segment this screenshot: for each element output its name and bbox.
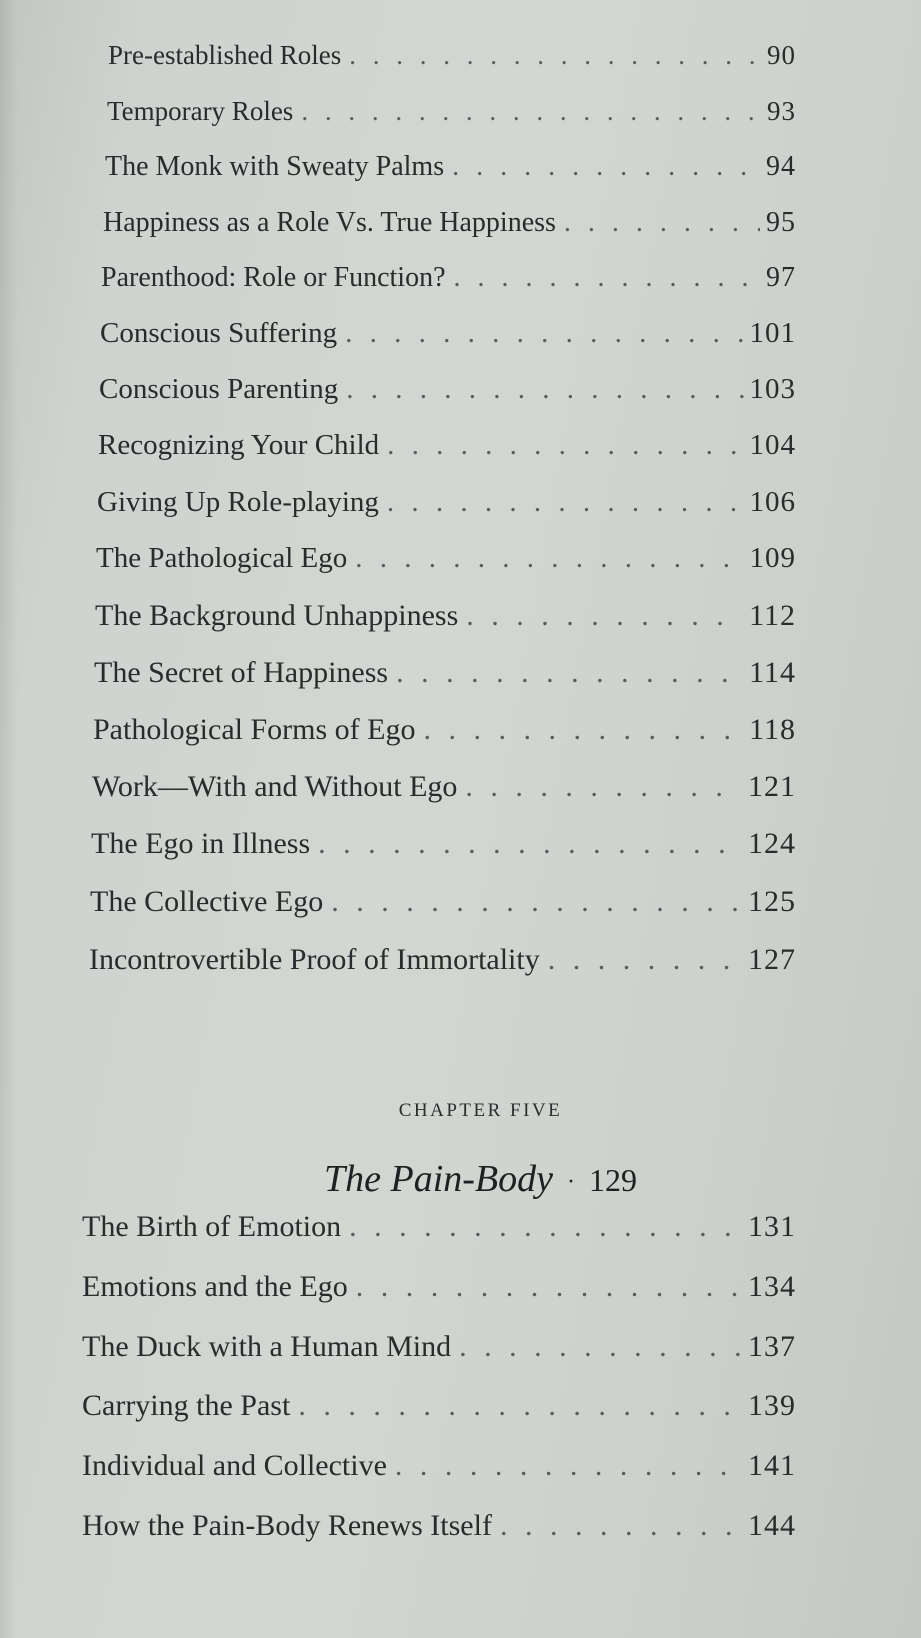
toc-entry-page: 90 bbox=[767, 40, 796, 70]
toc-entry bbox=[100, 317, 796, 350]
toc-entry-page: 95 bbox=[766, 207, 796, 238]
dot-leader bbox=[466, 599, 743, 633]
toc-entry bbox=[96, 542, 796, 575]
toc-entry-page: 127 bbox=[748, 943, 796, 976]
toc-entry-page: 94 bbox=[766, 151, 796, 182]
toc-entry-page: 141 bbox=[748, 1449, 796, 1482]
toc-entry bbox=[108, 40, 796, 71]
chapter-start-page: 129 bbox=[589, 1162, 637, 1198]
toc-entry bbox=[91, 827, 796, 861]
dot-leader bbox=[452, 151, 760, 183]
dot-leader bbox=[356, 1270, 742, 1304]
toc-entry-page: 112 bbox=[749, 599, 796, 632]
dot-leader bbox=[331, 885, 742, 919]
toc-entry bbox=[82, 1270, 796, 1304]
toc-entry-page: 97 bbox=[766, 262, 796, 293]
dot-leader bbox=[500, 1509, 742, 1543]
dot-leader bbox=[318, 827, 742, 861]
toc-entry bbox=[89, 943, 796, 977]
dot-leader bbox=[298, 1389, 742, 1423]
toc-entry-page: 121 bbox=[748, 770, 796, 803]
toc-entry-title: Incontrovertible Proof of Immortality bbox=[89, 943, 540, 976]
toc-entry-title: How the Pain-Body Renews Itself bbox=[82, 1509, 492, 1542]
toc-entry-title: Temporary Roles bbox=[107, 96, 294, 126]
toc-entry-title: Individual and Collective bbox=[82, 1449, 387, 1482]
toc-entry-title: The Background Unhappiness bbox=[95, 599, 459, 632]
dot-leader bbox=[548, 943, 742, 977]
dot-leader bbox=[454, 262, 760, 294]
toc-entry-title: The Monk with Sweaty Palms bbox=[105, 151, 445, 182]
toc-entry-page: 114 bbox=[749, 656, 796, 689]
toc-entry bbox=[97, 486, 796, 519]
dot-leader bbox=[387, 486, 744, 519]
dot-leader bbox=[349, 1210, 742, 1244]
toc-entry-title: Conscious Suffering bbox=[100, 317, 338, 349]
dot-leader bbox=[355, 542, 743, 575]
toc-entry bbox=[93, 713, 796, 747]
toc-entry-page: 144 bbox=[748, 1509, 796, 1542]
toc-entry-title: Giving Up Role-playing bbox=[97, 486, 379, 518]
toc-entry-page: 137 bbox=[748, 1330, 796, 1363]
toc-entry bbox=[107, 96, 796, 127]
toc-entry bbox=[94, 656, 796, 690]
toc-entry bbox=[101, 262, 796, 294]
toc-entry-title: Work—With and Without Ego bbox=[92, 770, 458, 803]
dot-leader bbox=[387, 429, 743, 462]
toc-entry bbox=[99, 373, 796, 406]
toc-entry-title: The Duck with a Human Mind bbox=[82, 1330, 452, 1363]
toc-entry-title: Pre-established Roles bbox=[108, 40, 342, 70]
toc-entry-page: 131 bbox=[748, 1210, 796, 1243]
toc-entry-page: 101 bbox=[749, 317, 796, 349]
toc-entry bbox=[82, 1449, 796, 1483]
toc-entry-title: Emotions and the Ego bbox=[82, 1270, 348, 1303]
page-gutter-shadow bbox=[0, 0, 18, 1638]
dot-leader bbox=[459, 1330, 742, 1364]
toc-entry bbox=[82, 1330, 796, 1364]
toc-entry-page: 134 bbox=[748, 1270, 796, 1303]
toc-entry-title: Parenthood: Role or Function? bbox=[101, 262, 446, 293]
dot-leader bbox=[301, 96, 761, 127]
toc-entry-page: 118 bbox=[749, 713, 796, 746]
toc-entry bbox=[95, 599, 796, 633]
toc-entry-page: 104 bbox=[749, 429, 796, 461]
dot-leader bbox=[346, 373, 743, 406]
chapter-title-text: The Pain-Body bbox=[323, 1158, 553, 1200]
toc-entry-title: The Collective Ego bbox=[90, 885, 324, 918]
toc-entry-page: 103 bbox=[749, 373, 796, 405]
toc-entry bbox=[92, 770, 796, 804]
toc-entry-title: The Birth of Emotion bbox=[82, 1210, 342, 1243]
toc-entry bbox=[90, 885, 796, 919]
toc-entry-title: Pathological Forms of Ego bbox=[93, 713, 416, 746]
toc-entry bbox=[82, 1210, 796, 1244]
toc-entry-page: 139 bbox=[748, 1389, 796, 1422]
toc-entry-page: 93 bbox=[767, 96, 796, 126]
dot-leader bbox=[564, 207, 760, 239]
toc-entry-title: The Pathological Ego bbox=[96, 542, 348, 574]
toc-entry-title: The Ego in Illness bbox=[91, 827, 311, 860]
toc-entry bbox=[98, 429, 796, 462]
toc-entry-page: 109 bbox=[749, 542, 796, 574]
dot-leader bbox=[465, 770, 742, 804]
toc-entry-page: 124 bbox=[748, 827, 796, 860]
toc-entry-title: The Secret of Happiness bbox=[94, 656, 389, 689]
toc-entry-page: 106 bbox=[749, 486, 796, 518]
toc-entry bbox=[105, 151, 796, 183]
toc-entry-title: Carrying the Past bbox=[82, 1389, 291, 1422]
chapter-label: CHAPTER FIVE bbox=[398, 1100, 563, 1121]
chapter-title bbox=[0, 1157, 921, 1201]
toc-entry-page: 125 bbox=[748, 885, 796, 918]
toc-entry bbox=[82, 1509, 796, 1543]
chapter-title-separator: · bbox=[567, 1168, 575, 1195]
dot-leader bbox=[345, 317, 743, 350]
toc-entry-title: Recognizing Your Child bbox=[98, 429, 380, 461]
toc-entry bbox=[103, 207, 796, 239]
toc-entry-title: Conscious Parenting bbox=[99, 373, 339, 405]
toc-entry-title: Happiness as a Role Vs. True Happiness bbox=[103, 207, 556, 238]
toc-entry bbox=[82, 1389, 796, 1423]
dot-leader bbox=[395, 1449, 742, 1483]
dot-leader bbox=[396, 656, 743, 690]
dot-leader bbox=[423, 713, 743, 747]
dot-leader bbox=[349, 40, 761, 71]
